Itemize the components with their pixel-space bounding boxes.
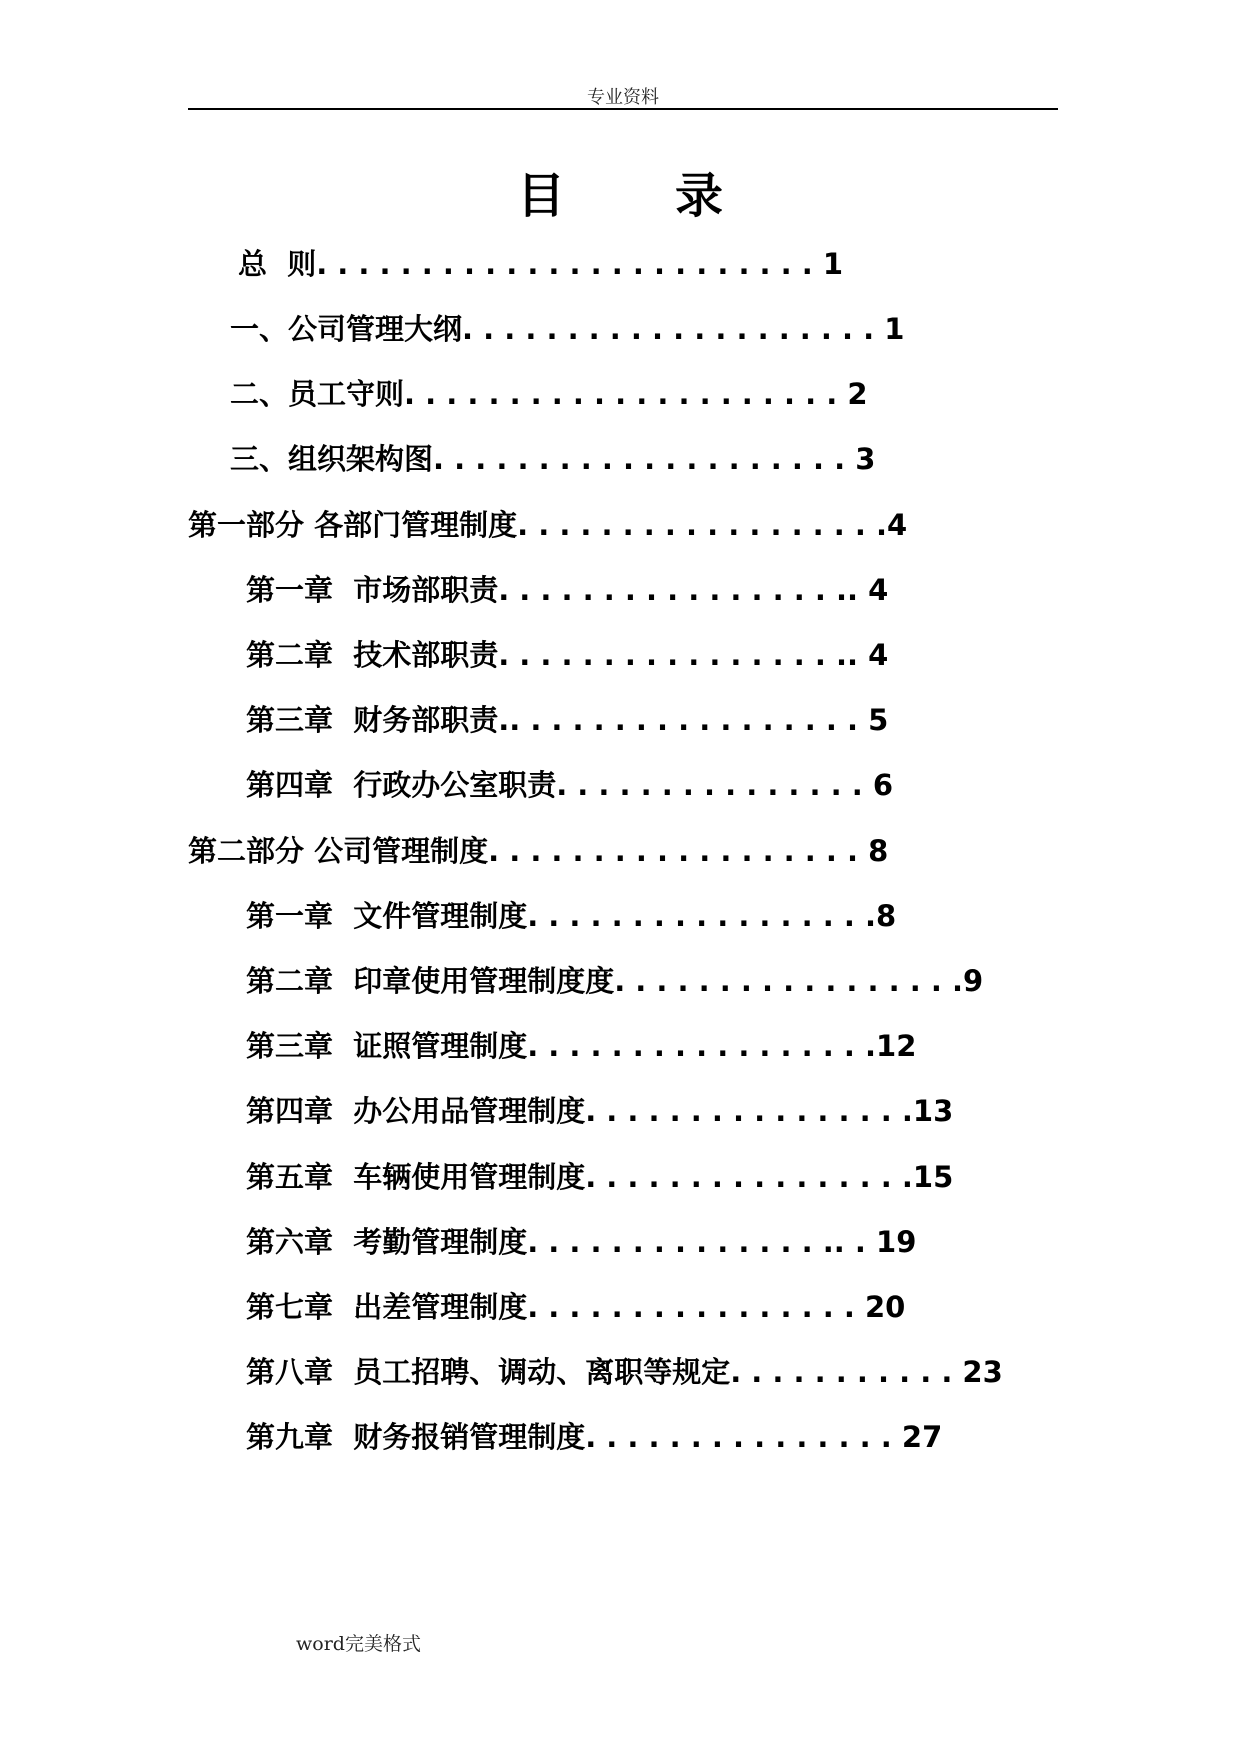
toc-entry-part1-ch3[interactable]: 第三章 财务部职责.. . . . . . . . . . . . . . . . . 5 <box>246 703 889 737</box>
toc-entry-part2-ch2[interactable]: 第二章 印章使用管理制度度. . . . . . . . . . . . . . . . .9 <box>246 964 984 998</box>
toc-entry-part2-ch3[interactable]: 第三章 证照管理制度. . . . . . . . . . . . . . . . .12 <box>246 1029 917 1063</box>
toc-entry-part1-ch2[interactable]: 第二章 技术部职责. . . . . . . . . . . . . . . . .. 4 <box>246 638 889 672</box>
toc-entry-part-one[interactable]: 第一部分 各部门管理制度. . . . . . . . . . . . . . . . . .4 <box>188 508 908 542</box>
toc-entry-part-two[interactable]: 第二部分 公司管理制度. . . . . . . . . . . . . . . . . . 8 <box>188 834 889 868</box>
toc-entry-code[interactable]: 二、员工守则. . . . . . . . . . . . . . . . . . . . . 2 <box>230 377 868 411</box>
toc-entry-part2-ch8[interactable]: 第八章 员工招聘、调动、离职等规定. . . . . . . . . . . 23 <box>246 1355 1003 1389</box>
toc-entry-part2-ch6[interactable]: 第六章 考勤管理制度. . . . . . . . . . . . . . .. . 19 <box>246 1225 917 1259</box>
toc-entry-part2-ch5[interactable]: 第五章 车辆使用管理制度. . . . . . . . . . . . . . . .15 <box>246 1160 954 1194</box>
toc-entry-outline[interactable]: 一、公司管理大纲. . . . . . . . . . . . . . . . . . . . 1 <box>230 312 905 346</box>
page-footer: word完美格式 <box>296 1633 421 1655</box>
page-header: 专业资料 <box>587 87 659 108</box>
toc-entry-part2-ch7[interactable]: 第七章 出差管理制度. . . . . . . . . . . . . . . . 20 <box>246 1290 906 1324</box>
toc-entry-part1-ch1[interactable]: 第一章 市场部职责. . . . . . . . . . . . . . . . .. 4 <box>246 573 889 607</box>
toc-entry-part1-ch4[interactable]: 第四章 行政办公室职责. . . . . . . . . . . . . . . 6 <box>246 768 894 802</box>
toc-entry-part2-ch1[interactable]: 第一章 文件管理制度. . . . . . . . . . . . . . . . .8 <box>246 899 897 933</box>
toc-entry-part2-ch9[interactable]: 第九章 财务报销管理制度. . . . . . . . . . . . . . . 27 <box>246 1420 943 1454</box>
toc-entry-general[interactable]: 总 则. . . . . . . . . . . . . . . . . . . . . . . . 1 <box>238 247 844 281</box>
toc-entry-part2-ch4[interactable]: 第四章 办公用品管理制度. . . . . . . . . . . . . . . .13 <box>246 1094 954 1128</box>
toc-entry-org-chart[interactable]: 三、组织架构图. . . . . . . . . . . . . . . . . . . . 3 <box>230 442 876 476</box>
header-rule <box>188 108 1058 110</box>
page-title: 目录 <box>516 168 833 224</box>
